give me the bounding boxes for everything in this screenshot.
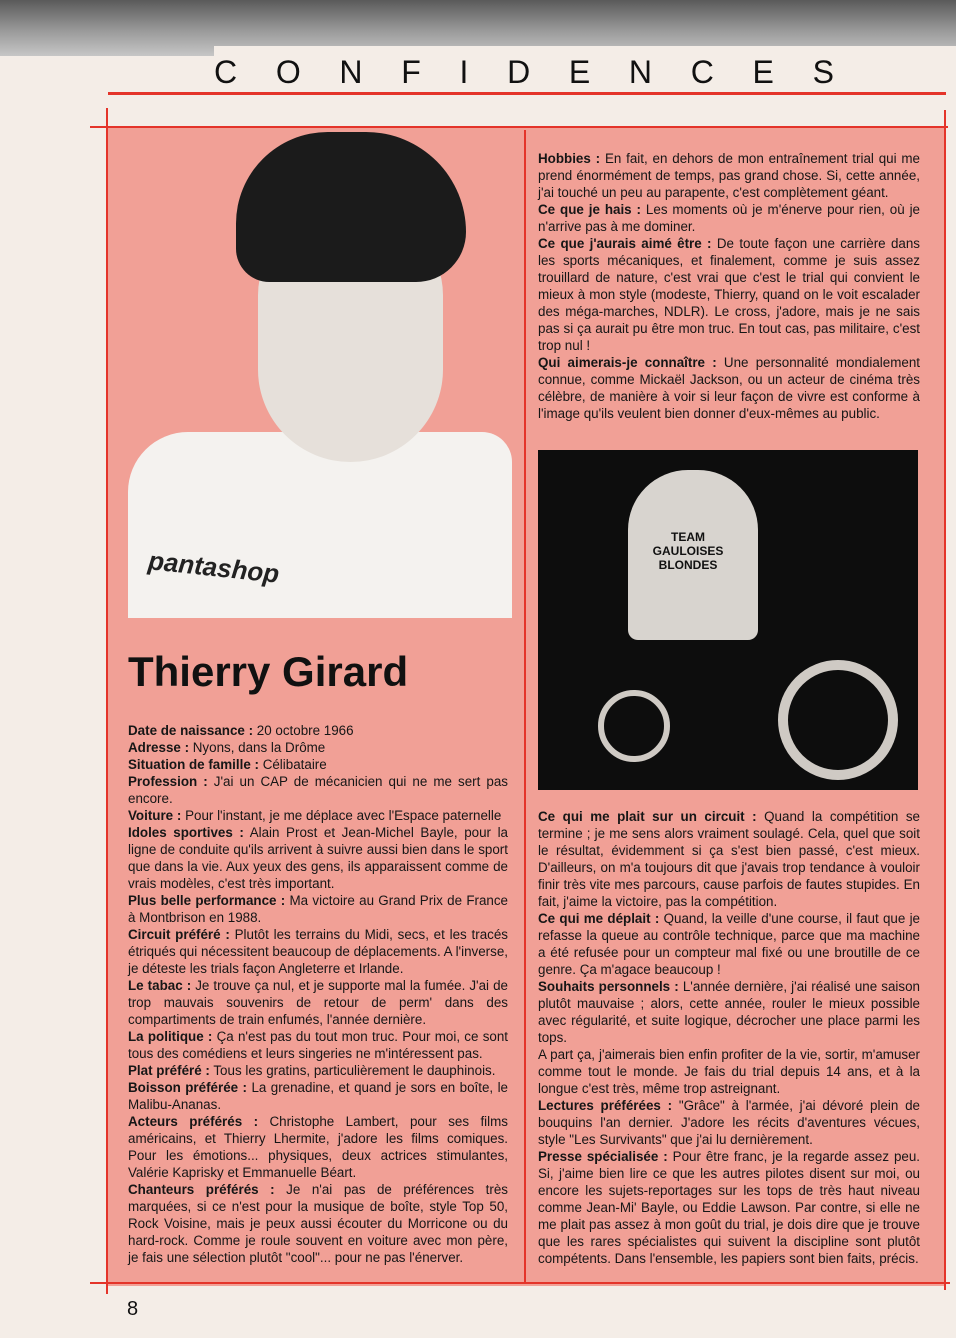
interview-answer: J'ai un CAP de mécanicien qui ne me sert pas encore. bbox=[128, 774, 508, 806]
interview-paragraph bbox=[128, 1181, 508, 1266]
interview-answer: A part ça, j'aimerais bien enfin profiter de la vie, sortir, m'amuser comme tout le monde. Je fais du trial depuis 14 ans, et à la longue c'est très, même trop astreignant. bbox=[538, 1047, 920, 1096]
header-letter: F bbox=[401, 53, 421, 90]
interview-paragraph bbox=[538, 235, 920, 354]
header-letter: S bbox=[812, 53, 834, 90]
interview-paragraph bbox=[128, 1062, 508, 1079]
interview-question: Ce que j'aurais aimé être : bbox=[538, 236, 712, 251]
interview-question: Chanteurs préférés : bbox=[128, 1182, 275, 1197]
interview-paragraph bbox=[538, 910, 920, 978]
interview-paragraph bbox=[128, 1113, 508, 1181]
interview-answer: Les moments où je m'énerve pour rien, où je n'arrive pas à me dominer. bbox=[538, 202, 920, 234]
profile-name: Thierry Girard bbox=[128, 648, 409, 695]
interview-answer: En fait, en dehors de mon entraînement trial qui me prend énormément de temps, pas grand chose. Si, cette année, j'ai touché un peu au parapente, c'est complètement géant. bbox=[538, 151, 920, 200]
header-letter: O bbox=[275, 53, 301, 90]
interview-question: Souhaits personnels : bbox=[538, 979, 679, 994]
bike-front-wheel bbox=[598, 690, 670, 762]
interview-question: Presse spécialisée : bbox=[538, 1149, 668, 1164]
interview-paragraph bbox=[538, 1148, 920, 1267]
interview-question: Qui aimerais-je connaître : bbox=[538, 355, 717, 370]
interview-paragraph bbox=[538, 354, 920, 422]
header-letter: N bbox=[628, 53, 653, 90]
interview-question: Plus belle performance : bbox=[128, 893, 286, 908]
interview-paragraph bbox=[128, 1028, 508, 1062]
header-letter: E bbox=[752, 53, 774, 90]
portrait-photo bbox=[128, 132, 512, 618]
frame-bottom bbox=[90, 1282, 950, 1284]
interview-answer: Pour être franc, je la regarde assez peu. Si, j'aime bien lire ce que les autres pilotes disent sur moi, ou encore les sujets-reportages sur les tops de très haut niveau comme Jean-Mi' Bayle, ou Eddie Lawson. Par contre, si elle ne me plait pas assez à mon goût du trial, je dois dire que je trouve que les rares spécialistes qui suivent la discipline sont plutôt compétents. Dans l'ensemble, les papiers sont bien faits, précis. bbox=[538, 1149, 920, 1266]
interview-question: Situation de famille : bbox=[128, 757, 259, 772]
interview-paragraph bbox=[128, 892, 508, 926]
interview-paragraph bbox=[128, 739, 508, 756]
interview-paragraph bbox=[128, 926, 508, 977]
interview-paragraph bbox=[538, 150, 920, 201]
frame-right bbox=[944, 110, 946, 1290]
header-letter: C bbox=[690, 53, 714, 90]
interview-question: Idoles sportives : bbox=[128, 825, 244, 840]
header-rule bbox=[108, 92, 946, 95]
header-letter: D bbox=[507, 53, 531, 90]
portrait-hair bbox=[236, 132, 466, 282]
interview-question: Circuit préféré : bbox=[128, 927, 230, 942]
interview-answer: L'année dernière, j'ai réalisé une saison plutôt mauvaise ; alors, cette année, rouler le mieux possible avec régularité, et suite logique, décrocher une place parmi les tops. bbox=[538, 979, 920, 1045]
interview-paragraph bbox=[128, 1079, 508, 1113]
column-divider bbox=[524, 130, 526, 1282]
interview-answer: "Grâce" à l'armée, j'ai dévoré plein de bouquins l'an dernier. J'adore les récits d'aventures vécues, style "Les Survivants" que j'ai lu dernièrement. bbox=[538, 1098, 920, 1147]
header-letter: N bbox=[339, 53, 363, 90]
interview-paragraph bbox=[538, 1046, 920, 1097]
right-bottom-text-column bbox=[538, 808, 920, 1267]
portrait-shirt-logo: pantashop bbox=[146, 545, 281, 589]
interview-question: La politique : bbox=[128, 1029, 213, 1044]
interview-question: Plat préféré : bbox=[128, 1063, 210, 1078]
interview-answer: Je trouve ça nul, et je supporte mal la fumée. J'ai de trop mauvais souvenirs de retour de perm' dans des compartiments de train enfumés, l'année dernière. bbox=[128, 978, 508, 1027]
interview-paragraph bbox=[128, 773, 508, 807]
interview-question: Lectures préférées : bbox=[538, 1098, 673, 1113]
interview-question: Voiture : bbox=[128, 808, 182, 823]
interview-paragraph bbox=[538, 978, 920, 1046]
frame-left bbox=[106, 108, 108, 1294]
interview-paragraph bbox=[538, 808, 920, 910]
interview-answer: Ça n'est pas du tout mon truc. Pour moi, ce sont tous des comédiens et leurs singeries ne m'intéressent pas. bbox=[128, 1029, 508, 1061]
interview-answer: Nyons, dans la Drôme bbox=[192, 740, 326, 755]
interview-paragraph bbox=[538, 1097, 920, 1148]
interview-question: Profession : bbox=[128, 774, 208, 789]
interview-answer: 20 octobre 1966 bbox=[256, 723, 354, 738]
header-letter: E bbox=[568, 53, 591, 90]
interview-question: Ce que je hais : bbox=[538, 202, 641, 217]
interview-paragraph bbox=[128, 807, 508, 824]
interview-answer: Je n'ai pas de préférences très marquées, si ce n'est pour la musique de boîte, style Top 50, Rock Voisine, mais je peux aussi écouter du Morricone ou du hard-rock. Comme je roule souvent en voiture avec mon père, je fais une sélection plutôt "cool"... pour ne pas l'énerver. bbox=[128, 1182, 508, 1265]
interview-question: Ce qui me plait sur un circuit : bbox=[538, 809, 757, 824]
page-header-title bbox=[214, 50, 834, 94]
interview-answer: De toute façon une carrière dans les sports mécaniques, et finalement, comme je suis assez trouillard de nature, c'est vrai que c'est le trial qui convient le mieux à mon style (modeste, Thierry, quand on le voit escalader des méga-marches, NDLR). Le cross, j'adore, mais je ne sais pas si ça aurait pu être mon truc. En tout cas, pas militaire, c'est trop nul ! bbox=[538, 236, 920, 353]
left-text-column bbox=[128, 722, 508, 1266]
interview-question: Hobbies : bbox=[538, 151, 601, 166]
interview-answer: Célibataire bbox=[262, 757, 327, 772]
interview-paragraph bbox=[128, 756, 508, 773]
page-number: 8 bbox=[127, 1298, 139, 1320]
interview-answer: Plutôt les terrains du Midi, secs, et les tracés étriqués qui nécessitent beaucoup de déplacements. A l'inverse, je déteste les trials façon Angleterre et Irlande. bbox=[128, 927, 508, 976]
right-top-text-column bbox=[538, 150, 920, 422]
interview-answer: Quand, la veille d'une course, il faut que je refasse la queue au contrôle technique, parce que ma machine a été refusée pour un compteur mal fixé ou une broutille de ce genre. Ça m'agace beaucoup ! bbox=[538, 911, 920, 977]
interview-question: Acteurs préférés : bbox=[128, 1114, 259, 1129]
interview-answer: Alain Prost et Jean-Michel Bayle, pour la ligne de conduite qu'ils arrivent à suivre aussi bien dans le sport que dans la vie. Aux yeux des gens, ils apparaissent comme de vrais modèles, c'est très important. bbox=[128, 825, 508, 891]
frame-top bbox=[90, 126, 948, 128]
bike-rear-wheel bbox=[778, 660, 898, 780]
interview-answer: Tous les gratins, particulièrement le dauphinois. bbox=[213, 1063, 496, 1078]
interview-paragraph bbox=[538, 201, 920, 235]
interview-answer: Quand la compétition se termine ; je me sens alors vraiment soulagé. Cela, quel que soit le résultat, évidemment si ça s'est bien passé, c'est mieux. D'ailleurs, on m'a toujours dit que j'avais trop tendance à vouloir finir très vite mes parcours, cause parfois de fautes stupides. En fait, j'aime la victoire, pas la compétition. bbox=[538, 809, 920, 909]
action-photo bbox=[538, 450, 918, 790]
interview-answer: Une personnalité mondialement connue, comme Mickaël Jackson, ou un acteur de cinéma très célèbre, de manière à voir si leur façon de vivre est conforme à l'image qu'ils veulent bien donner d'eux-mêmes au public. bbox=[538, 355, 920, 421]
interview-answer: Pour l'instant, je me déplace avec l'Espace paternelle bbox=[185, 808, 502, 823]
interview-answer: Christophe Lambert, pour ses films américains, et Thierry Lhermite, j'adore les films comiques. Pour les émotions... physiques, deux actrices stimulantes, Valérie Kaprisky et Emmanuelle Béart. bbox=[128, 1114, 508, 1180]
header-letter: C bbox=[214, 53, 238, 90]
interview-question: Le tabac : bbox=[128, 978, 192, 993]
interview-answer: La grenadine, et quand je sors en boîte, le Malibu-Ananas. bbox=[128, 1080, 508, 1112]
interview-question: Adresse : bbox=[128, 740, 190, 755]
interview-answer: Ma victoire au Grand Prix de France à Montbrison en 1988. bbox=[128, 893, 508, 925]
interview-paragraph bbox=[128, 824, 508, 892]
interview-paragraph bbox=[128, 977, 508, 1028]
header-letter: I bbox=[459, 53, 469, 90]
interview-question: Ce qui me déplait : bbox=[538, 911, 660, 926]
interview-question: Date de naissance : bbox=[128, 723, 254, 738]
interview-paragraph bbox=[128, 722, 508, 739]
portrait-shirt bbox=[128, 432, 512, 618]
rider-bib-text: TEAM GAULOISES BLONDES bbox=[652, 530, 724, 572]
interview-question: Boisson préférée : bbox=[128, 1080, 247, 1095]
